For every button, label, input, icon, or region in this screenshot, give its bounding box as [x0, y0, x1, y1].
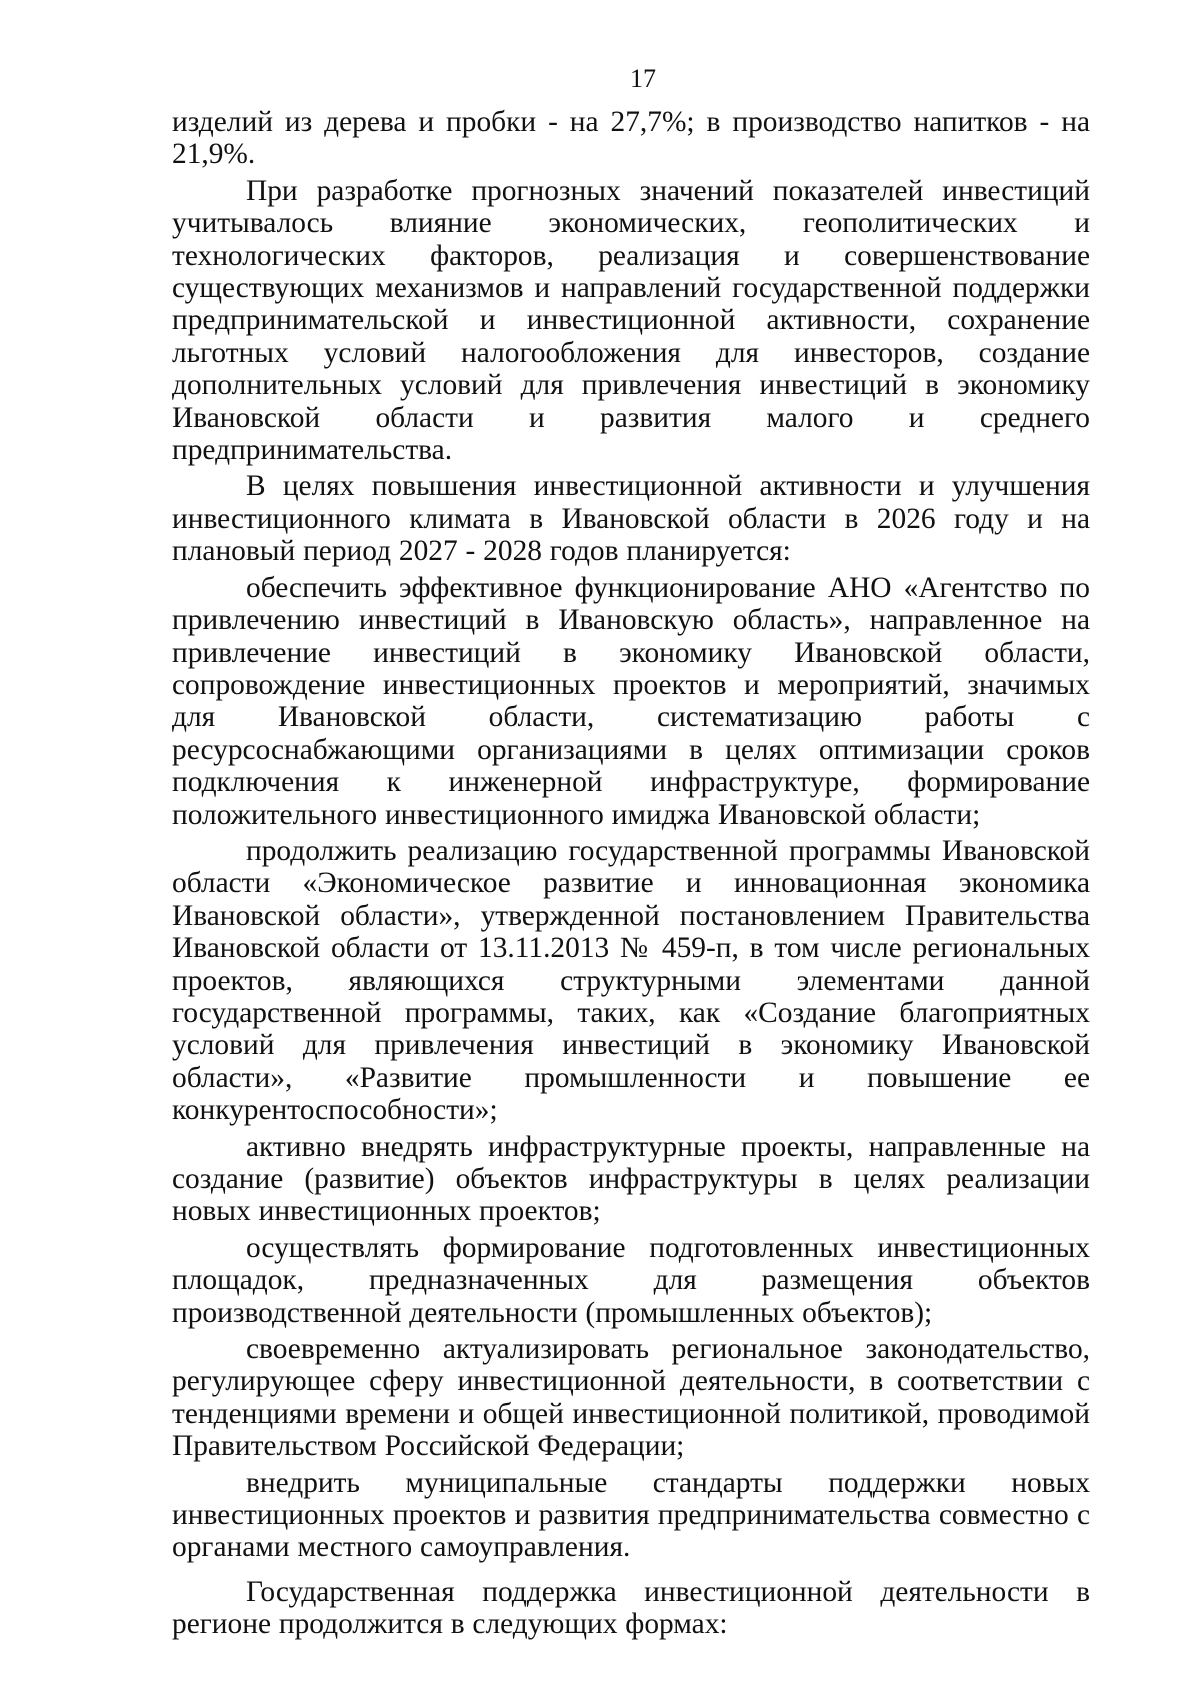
page-number: 17: [630, 64, 656, 93]
paragraph-infrastructure-projects: активно внедрять инфраструктурные проекты, направленные на создание (развитие) объектов инфраструктуры в целях реализации новых инвестиционных проектов;: [172, 1130, 1090, 1228]
paragraph-municipal-standards: внедрить муниципальные стандарты поддержки новых инвестиционных проектов и развития предпринимательства совместно с органами местного самоуправления.: [172, 1466, 1090, 1564]
paragraph-forecast-factors: При разработке прогнозных значений показателей инвестиций учитывалось влияние экономических, геополитических и технологических факторов, реализация и совершенствование существующих механизмов и направлений государственной поддержки предпринимательской и инвестиционной активности, сохранение льготных условий налогообложения для инвесторов, создание дополнительных условий для привлечения инвестиций в экономику Ивановской области и развития малого и среднего предпринимательства.: [172, 174, 1090, 467]
paragraph-state-support-forms: Государственная поддержка инвестиционной деятельности в регионе продолжится в следующих формах:: [172, 1575, 1090, 1641]
paragraph-continuation: изделий из дерева и пробки - на 27,7%; в производство напитков - на 21,9%.: [172, 106, 1090, 171]
paragraph-planned-measures-intro: В целях повышения инвестиционной активности и улучшения инвестиционного климата в Ивановской области в 2026 году и на плановый период 2027 - 2028 годов планируется:: [172, 470, 1090, 568]
document-page: [172, 64, 1090, 1645]
paragraph-legislation-update: своевременно актуализировать региональное законодательство, регулирующее сферу инвестиционной деятельности, в соответствии с тенденциями времени и общей инвестиционной политикой, проводимой Правительством Российской Федерации;: [172, 1333, 1090, 1463]
paragraph-investment-sites: осуществлять формирование подготовленных инвестиционных площадок, предназначенных для размещения объектов производственной деятельности (промышленных объектов);: [172, 1231, 1090, 1329]
paragraph-agency-functioning: обеспечить эффективное функционирование АНО «Агентство по привлечению инвестиций в Ивановскую область», направленное на привлечение инвестиций в экономику Ивановской области, сопровождение инвестиционных проектов и мероприятий, значимых для Ивановской области, систематизацию работы с ресурсоснабжающими организациями в целях оптимизации сроков подключения к инженерной инфраструктуре, формирование положительного инвестиционного имиджа Ивановской области;: [172, 571, 1090, 831]
paragraph-state-program: продолжить реализацию государственной программы Ивановской области «Экономическое развитие и инновационная экономика Ивановской области», утвержденной постановлением Правительства Ивановской области от 13.11.2013 № 459-п, в том числе региональных проектов, являющихся структурными элементами данной государственной программы, таких, как «Создание благоприятных условий для привлечения инвестиций в экономику Ивановской области», «Развитие промышленности и повышение ее конкурентоспособности»;: [172, 834, 1090, 1127]
